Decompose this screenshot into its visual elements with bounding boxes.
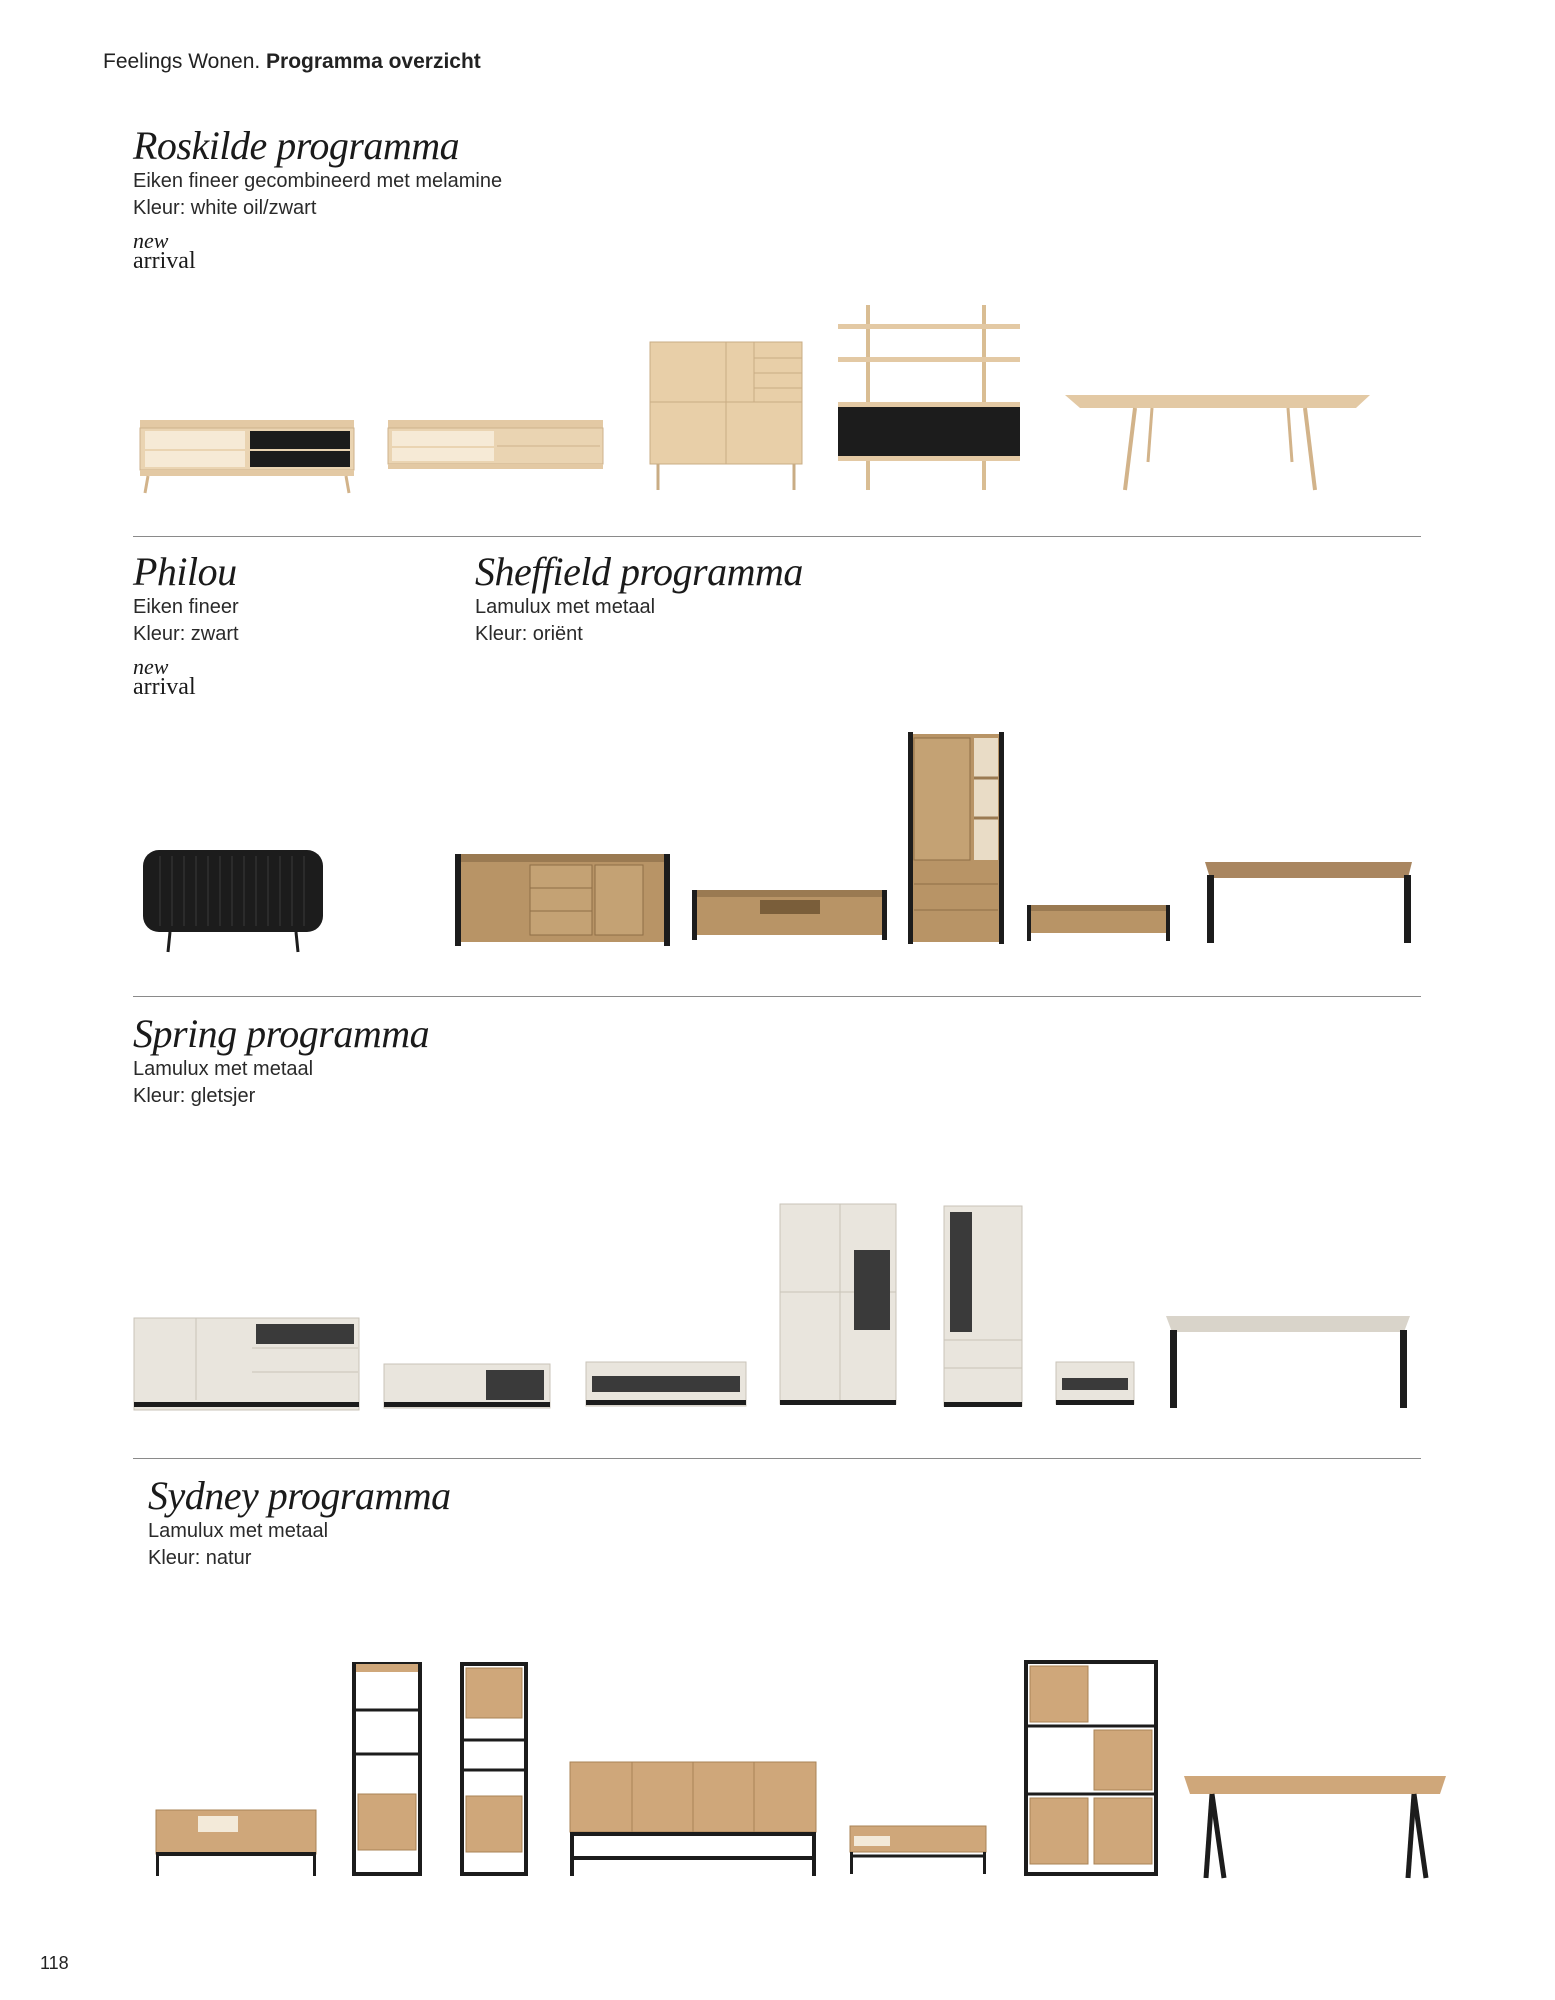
sydney-color: Kleur: natur (148, 1547, 252, 1569)
philou-sheffield-products (0, 720, 1555, 965)
section-divider (133, 996, 1421, 997)
roskilde-color: Kleur: white oil/zwart (133, 197, 317, 219)
roskilde-highboard (650, 342, 802, 490)
sydney-dining-table (1184, 1776, 1446, 1878)
section-divider (133, 536, 1421, 537)
sydney-open-shelf (354, 1664, 420, 1874)
roskilde-tv-unit-black-drawers (140, 420, 354, 493)
spring-material: Lamulux met metaal (133, 1058, 314, 1080)
sydney-title: Sydney programma (148, 1473, 451, 1518)
spring-coffee-table (586, 1362, 746, 1406)
new-arrival-badge: new arrival (133, 654, 196, 700)
page-header (103, 50, 481, 74)
section-title: Programma overzicht (266, 50, 481, 73)
roskilde-title: Roskilde programma (133, 123, 460, 168)
sheffield-coffee-table (1027, 905, 1170, 941)
sydney-tv-unit (156, 1810, 316, 1876)
sydney-coffee-table (850, 1826, 986, 1874)
sheffield-dining-table (1205, 862, 1412, 943)
new-arrival-badge: new arrival (133, 228, 196, 274)
sheffield-material: Lamulux met metaal (475, 596, 656, 618)
sheffield-sideboard (455, 854, 670, 946)
sydney-products (0, 1650, 1555, 1890)
sheffield-tall-cabinet (908, 732, 1004, 944)
roskilde-products (0, 290, 1555, 505)
roskilde-tv-unit-oak (388, 420, 603, 469)
sydney-room-divider (1026, 1662, 1156, 1874)
spring-title: Spring programma (133, 1011, 430, 1056)
spring-dining-table (1166, 1316, 1410, 1408)
roskilde-dining-table (1065, 395, 1370, 490)
spring-side-table (1056, 1362, 1134, 1405)
spring-tall-cabinet (780, 1204, 896, 1405)
sheffield-color: Kleur: oriënt (475, 623, 583, 645)
philou-title: Philou (133, 549, 237, 594)
brand-name: Feelings Wonen. (103, 50, 261, 73)
philou-material: Eiken fineer (133, 596, 239, 618)
section-divider (133, 1458, 1421, 1459)
philou-color: Kleur: zwart (133, 623, 239, 645)
spring-products (0, 1190, 1555, 1425)
roskilde-material: Eiken fineer gecombineerd met melamine (133, 170, 503, 192)
spring-narrow-cabinet (944, 1206, 1022, 1407)
sheffield-tv-unit (692, 890, 887, 940)
spring-color: Kleur: gletsjer (133, 1085, 256, 1107)
spring-tv-unit (384, 1364, 550, 1408)
sydney-door-shelf (462, 1664, 526, 1874)
philou-sideboard (143, 850, 323, 952)
sydney-material: Lamulux met metaal (148, 1520, 329, 1542)
spring-sideboard (134, 1318, 359, 1410)
sheffield-title: Sheffield programma (475, 549, 803, 594)
roskilde-shelf-unit (838, 305, 1020, 490)
sydney-sideboard (570, 1762, 816, 1876)
page-number: 118 (40, 1953, 69, 1973)
